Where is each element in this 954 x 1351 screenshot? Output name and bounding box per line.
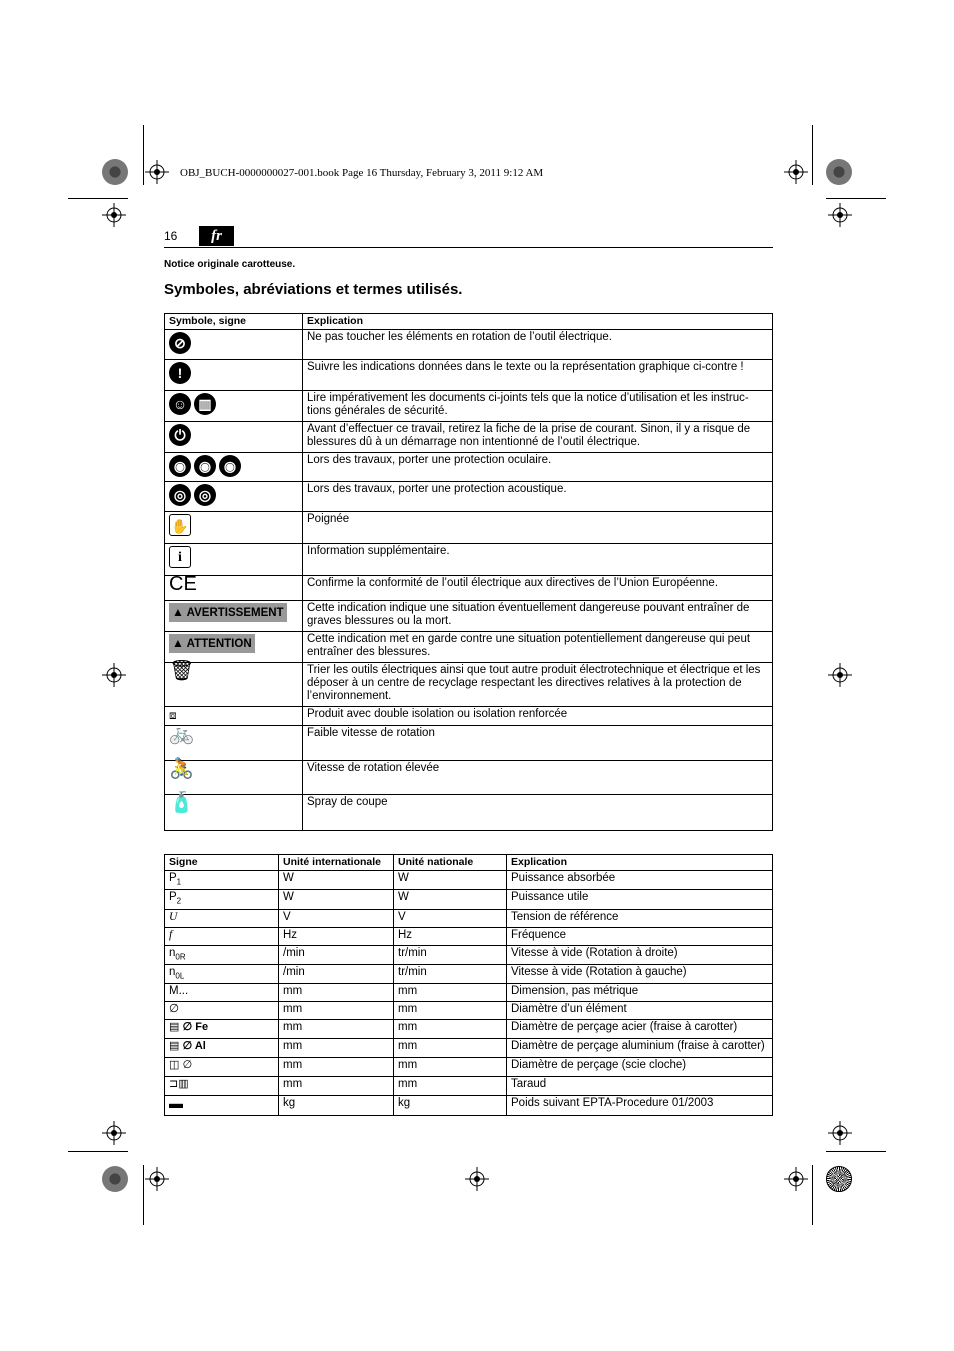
explanation-cell: Taraud bbox=[507, 1077, 773, 1096]
handle-icon: ✋ bbox=[169, 514, 191, 536]
table-row bbox=[165, 632, 773, 663]
table-row bbox=[165, 453, 773, 482]
table-row bbox=[165, 1077, 773, 1096]
national-unit-cell: mm bbox=[394, 1002, 507, 1020]
explanation-cell: Poids suivant EPTA-Procedure 01/2003 bbox=[507, 1096, 773, 1116]
core-bit-icon: ▤ bbox=[169, 1021, 180, 1034]
warning-label-text: AVERTISSEMENT bbox=[186, 607, 284, 619]
row-text: Trier les outils électriques ainsi que tout autre produit électrotechnique et électrique et les déposer à un centre de recyclage respectant les directives relatives à la protection de l’environnement. bbox=[303, 663, 773, 707]
table-row bbox=[165, 707, 773, 726]
units-table bbox=[164, 854, 773, 1116]
intl-unit-cell: W bbox=[279, 871, 394, 890]
registration-rosette-icon bbox=[826, 1166, 852, 1192]
national-unit-cell: mm bbox=[394, 984, 507, 1002]
table-row bbox=[165, 391, 773, 422]
row-text: Avant d’effectuer ce travail, retirez la fiche de la prise de courant. Sinon, il y a risque de blessures dû à un démarrage non intentionné de l’outil électrique. bbox=[303, 422, 773, 453]
symbols-table bbox=[164, 313, 773, 831]
table-row bbox=[165, 890, 773, 909]
weee-bin-icon: 🗑 bbox=[169, 660, 195, 682]
weight-icon: ▬ bbox=[169, 1095, 183, 1112]
crosshair-icon bbox=[828, 203, 852, 227]
info-icon: i bbox=[169, 546, 191, 568]
table-row bbox=[165, 601, 773, 632]
table-row bbox=[165, 795, 773, 831]
table-row bbox=[165, 964, 773, 983]
table-row bbox=[165, 482, 773, 512]
intl-unit-cell: V bbox=[279, 909, 394, 927]
sign-cell: ▤ ∅ Al bbox=[165, 1039, 279, 1058]
table-row bbox=[165, 330, 773, 360]
table-header-row bbox=[165, 314, 773, 330]
explanation-cell: Vitesse à vide (Rotation à droite) bbox=[507, 945, 773, 964]
row-text: Produit avec double isolation ou isolation renforcée bbox=[303, 707, 773, 726]
table-row bbox=[165, 422, 773, 453]
explanation-cell: Diamètre de perçage acier (fraise à carotter) bbox=[507, 1020, 773, 1039]
intl-unit-cell: mm bbox=[279, 1077, 394, 1096]
crosshair-icon bbox=[465, 1167, 489, 1191]
national-unit-cell: W bbox=[394, 871, 507, 890]
intl-unit-cell: mm bbox=[279, 984, 394, 1002]
table-row bbox=[165, 1096, 773, 1116]
table-row bbox=[165, 512, 773, 544]
national-unit-cell: V bbox=[394, 909, 507, 927]
table-row bbox=[165, 1020, 773, 1039]
crosshair-icon bbox=[784, 160, 808, 184]
table-row bbox=[165, 576, 773, 601]
registration-rosette-icon bbox=[102, 1166, 128, 1192]
national-unit-cell: tr/min bbox=[394, 945, 507, 964]
crosshair-icon bbox=[145, 160, 169, 184]
registration-rosette-icon bbox=[102, 159, 128, 185]
sign-cell: $n_{0L}$ bbox=[165, 964, 279, 983]
table-row bbox=[165, 544, 773, 576]
page-number: 16 bbox=[164, 229, 178, 243]
sign-cell: ∅ bbox=[165, 1002, 279, 1020]
explanation-cell: Diamètre de perçage aluminium (fraise à carotter) bbox=[507, 1039, 773, 1058]
intl-unit-cell: /min bbox=[279, 964, 394, 983]
table-row bbox=[165, 984, 773, 1002]
table-row bbox=[165, 927, 773, 945]
explanation-cell: Puissance utile bbox=[507, 890, 773, 909]
goggles-icon: ◉ bbox=[194, 455, 216, 477]
face-shield-icon: ◉ bbox=[219, 455, 241, 477]
explanation-cell: Diamètre de perçage (scie cloche) bbox=[507, 1058, 773, 1077]
subtitle: Notice originale carotteuse. bbox=[164, 259, 296, 270]
table-row bbox=[165, 945, 773, 964]
sign-cell: ▤ ∅ Fe bbox=[165, 1020, 279, 1039]
national-unit-cell: kg bbox=[394, 1096, 507, 1116]
national-unit-cell: mm bbox=[394, 1077, 507, 1096]
explanation-cell: Vitesse à vide (Rotation à gauche) bbox=[507, 964, 773, 983]
double-insulation-icon: ⧈ bbox=[169, 708, 177, 722]
spray-can-icon: 🧴 bbox=[169, 792, 194, 814]
ce-mark-icon: CE bbox=[169, 573, 197, 595]
row-text: Confirme la conformité de l’outil électrique aux directives de l’Union Européenne. bbox=[303, 576, 773, 601]
row-text: Faible vitesse de rotation bbox=[303, 726, 773, 761]
table-row bbox=[165, 1002, 773, 1020]
national-unit-cell: mm bbox=[394, 1039, 507, 1058]
table-row bbox=[165, 663, 773, 707]
explanation-cell: Diamètre d’un élément bbox=[507, 1002, 773, 1020]
intl-unit-cell: mm bbox=[279, 1002, 394, 1020]
national-unit-cell: W bbox=[394, 890, 507, 909]
sign-cell: M... bbox=[165, 984, 279, 1002]
caution-label-text: ATTENTION bbox=[186, 638, 252, 650]
crosshair-icon bbox=[784, 1167, 808, 1191]
fast-bike-icon: 🚴 bbox=[169, 758, 194, 780]
explanation-cell: Tension de référence bbox=[507, 909, 773, 927]
row-text: Cette indication indique une situation éventuellement dangereuse pouvant entraîner de graves blessures ou la mort. bbox=[303, 601, 773, 632]
national-unit-cell: mm bbox=[394, 1020, 507, 1039]
crosshair-icon bbox=[102, 203, 126, 227]
section-heading: Symboles, abréviations et termes utilisés. bbox=[164, 281, 463, 298]
warning-triangle-icon: ▲ bbox=[172, 636, 184, 650]
row-text: Spray de coupe bbox=[303, 795, 773, 831]
warning-label bbox=[169, 603, 287, 622]
no-touch-icon: ⊘ bbox=[169, 332, 191, 354]
tap-icon: ⊐▥ bbox=[169, 1078, 189, 1091]
crosshair-icon bbox=[828, 1121, 852, 1145]
header-rule bbox=[164, 247, 773, 248]
column-header: Symbole, signe bbox=[165, 314, 303, 330]
hole-saw-icon: ◫ bbox=[169, 1059, 180, 1072]
row-text: Lors des travaux, porter une protection oculaire. bbox=[303, 453, 773, 482]
sign-cell bbox=[165, 1077, 279, 1096]
intl-unit-cell: mm bbox=[279, 1058, 394, 1077]
column-header: Explication bbox=[507, 855, 773, 871]
row-text: Information supplémentaire. bbox=[303, 544, 773, 576]
column-header: Signe bbox=[165, 855, 279, 871]
crosshair-icon bbox=[828, 663, 852, 687]
crosshair-icon bbox=[102, 663, 126, 687]
table-row bbox=[165, 761, 773, 795]
table-row bbox=[165, 360, 773, 391]
slow-bike-icon: 🚲 bbox=[169, 723, 194, 745]
book-header: OBJ_BUCH-0000000027-001.book Page 16 Thursday, February 3, 2011 9:12 AM bbox=[180, 167, 544, 179]
sign-cell: $P_1$ bbox=[165, 871, 279, 890]
table-row bbox=[165, 726, 773, 761]
table-header-row bbox=[165, 855, 773, 871]
explanation-cell: Dimension, pas métrique bbox=[507, 984, 773, 1002]
sign-cell bbox=[165, 1096, 279, 1116]
book-icon: ▥ bbox=[194, 393, 216, 415]
row-text: Suivre les indications données dans le texte ou la représentation graphique ci-contre ! bbox=[303, 360, 773, 391]
row-text: Lire impérativement les documents ci-joints tels que la notice d’utilisation et les instruc-tions générales de sécurité. bbox=[303, 391, 773, 422]
eye-protection-icon: ◉ bbox=[169, 455, 191, 477]
read-manual-icon: ☺ bbox=[169, 393, 191, 415]
core-bit-icon: ▤ bbox=[169, 1040, 180, 1053]
intl-unit-cell: Hz bbox=[279, 927, 394, 945]
unplug-icon: ⏻ bbox=[169, 424, 191, 446]
national-unit-cell: tr/min bbox=[394, 964, 507, 983]
intl-unit-cell: mm bbox=[279, 1039, 394, 1058]
table-row bbox=[165, 871, 773, 890]
table-row bbox=[165, 1058, 773, 1077]
intl-unit-cell: /min bbox=[279, 945, 394, 964]
caution-label bbox=[169, 634, 255, 653]
row-text: Vitesse de rotation élevée bbox=[303, 761, 773, 795]
national-unit-cell: Hz bbox=[394, 927, 507, 945]
sign-cell: U bbox=[165, 909, 279, 927]
sign-cell: $n_{0R}$ bbox=[165, 945, 279, 964]
row-text: Ne pas toucher les éléments en rotation de l’outil électrique. bbox=[303, 330, 773, 360]
row-text: Lors des travaux, porter une protection acoustique. bbox=[303, 482, 773, 512]
warning-triangle-icon: ▲ bbox=[172, 605, 184, 619]
explanation-cell: Fréquence bbox=[507, 927, 773, 945]
intl-unit-cell: mm bbox=[279, 1020, 394, 1039]
column-header: Unité nationale bbox=[394, 855, 507, 871]
sign-cell: ◫ ∅ bbox=[165, 1058, 279, 1077]
table-row bbox=[165, 909, 773, 927]
registration-rosette-icon bbox=[826, 159, 852, 185]
national-unit-cell: mm bbox=[394, 1058, 507, 1077]
table-row bbox=[165, 1039, 773, 1058]
crosshair-icon bbox=[102, 1121, 126, 1145]
sign-cell: f bbox=[165, 927, 279, 945]
language-badge: fr bbox=[199, 226, 234, 246]
intl-unit-cell: W bbox=[279, 890, 394, 909]
column-header: Unité internationale bbox=[279, 855, 394, 871]
ear-muff-icon: ◎ bbox=[194, 484, 216, 506]
intl-unit-cell: kg bbox=[279, 1096, 394, 1116]
ear-protection-icon: ◎ bbox=[169, 484, 191, 506]
row-text: Poignée bbox=[303, 512, 773, 544]
explanation-cell: Puissance absorbée bbox=[507, 871, 773, 890]
column-header: Explication bbox=[303, 314, 773, 330]
row-text: Cette indication met en garde contre une situation potentiellement dangereuse qui peut entraîner des blessures. bbox=[303, 632, 773, 663]
sign-cell: $P_2$ bbox=[165, 890, 279, 909]
crosshair-icon bbox=[145, 1167, 169, 1191]
exclamation-icon: ! bbox=[169, 362, 191, 384]
